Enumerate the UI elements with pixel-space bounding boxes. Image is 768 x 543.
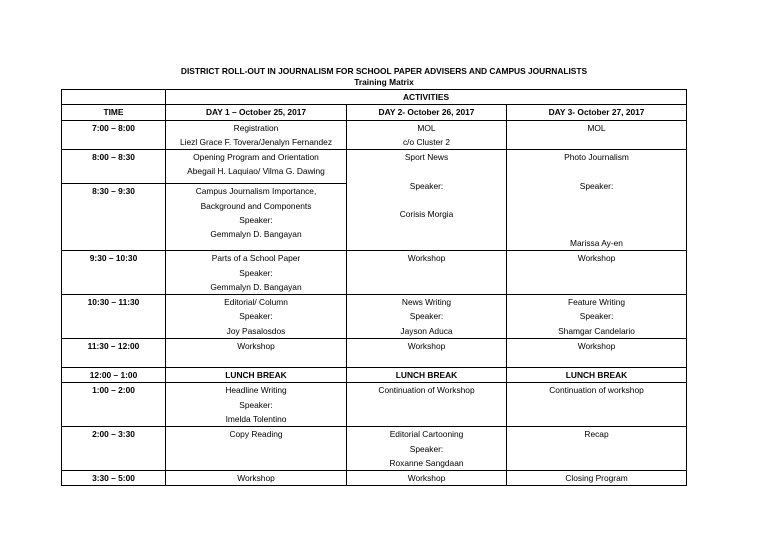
day2-cell — [347, 427, 507, 471]
cell-line — [349, 164, 504, 178]
cell-line: News Writing — [401, 297, 452, 308]
table-row — [62, 120, 687, 150]
day1-cell — [166, 383, 347, 427]
cell-line: Sport News — [404, 152, 449, 163]
cell-line: Workshop — [577, 253, 616, 264]
cell-line: LUNCH BREAK — [565, 370, 628, 381]
day2-cell — [347, 339, 507, 368]
cell-line: Speaker: — [409, 443, 444, 454]
cell-line — [509, 193, 684, 207]
day1-cell — [166, 295, 347, 339]
cell-line: MOL — [417, 122, 436, 133]
day2-cell — [347, 251, 507, 295]
cell-line: Speaker: — [239, 267, 273, 278]
empty-header-cell — [62, 90, 166, 105]
cell-line: Liezl Grace F. Tovera/Jenalyn Fernandez — [179, 136, 333, 147]
day1-cell — [166, 251, 347, 295]
cell-line: Joy Pasalosdos — [226, 325, 286, 336]
cell-line: MOL — [587, 122, 606, 133]
day3-cell — [507, 251, 687, 295]
time-cell: 7:00 – 8:00 — [62, 120, 166, 150]
document-subtitle: Training Matrix — [354, 77, 414, 87]
cell-line: Campus Journalism Importance, — [195, 186, 317, 197]
cell-line: Shamgar Candelario — [558, 325, 635, 336]
day3-cell — [507, 339, 687, 368]
cell-line: Continuation of workshop — [549, 385, 644, 396]
table-row — [62, 150, 687, 184]
cell-line: Gemmalyn D. Bangayan — [210, 229, 302, 240]
cell-line: Editorial/ Column — [224, 297, 288, 308]
day2-cell — [347, 368, 507, 383]
table-row — [62, 471, 687, 486]
cell-line: Opening Program and Orientation — [193, 152, 319, 163]
day3-cell — [507, 150, 687, 251]
table-row — [62, 251, 687, 295]
cell-line: Speaker: — [239, 311, 273, 322]
time-cell: 9:30 – 10:30 — [62, 251, 166, 295]
day1-cell — [166, 427, 347, 471]
cell-line: Workshop — [407, 253, 446, 264]
cell-line: Speaker: — [239, 214, 273, 225]
day3-cell — [507, 120, 687, 150]
cell-line: Registration — [233, 122, 279, 133]
cell-line: Copy Reading — [229, 429, 283, 440]
cell-line: Feature Writing — [567, 297, 626, 308]
day3-cell — [507, 427, 687, 471]
table-row — [62, 295, 687, 339]
table-row — [62, 383, 687, 427]
day2-cell — [347, 383, 507, 427]
table-row — [62, 339, 687, 368]
time-cell: 12:00 – 1:00 — [62, 368, 166, 383]
cell-line: Workshop — [237, 341, 275, 352]
cell-line: Abegail H. Laquiao/ Vilma G. Dawing — [187, 166, 325, 177]
time-cell: 8:30 – 9:30 — [62, 184, 166, 251]
table-row — [62, 368, 687, 383]
time-cell: 3:30 – 5:00 — [62, 471, 166, 486]
cell-line: Speaker: — [579, 180, 614, 191]
cell-line: Roxanne Sangdaan — [389, 457, 464, 468]
day2-header: DAY 2- October 26, 2017 — [347, 105, 507, 120]
day3-cell — [507, 295, 687, 339]
cell-line: Corisis Morgia — [399, 209, 454, 220]
day1-cell — [166, 120, 347, 150]
day1-cell — [166, 184, 347, 251]
cell-line: Headline Writing — [225, 385, 287, 396]
cell-line: Jayson Aduca — [400, 325, 453, 336]
cell-line: Closing Program — [565, 473, 628, 484]
day2-cell — [347, 120, 507, 150]
day3-cell — [507, 471, 687, 486]
training-matrix-table — [61, 89, 687, 486]
cell-line: Marissa Ay-en — [570, 237, 623, 248]
cell-line: c/o Cluster 2 — [402, 136, 450, 147]
cell-line: Recap — [584, 429, 609, 440]
day2-cell — [347, 295, 507, 339]
cell-line: Editorial Cartooning — [389, 429, 464, 440]
activities-header: ACTIVITIES — [166, 90, 687, 105]
cell-line — [509, 207, 684, 221]
day2-cell — [347, 150, 507, 251]
cell-line: Speaker: — [409, 311, 444, 322]
day1-cell — [166, 471, 347, 486]
day3-header: DAY 3- October 27, 2017 — [507, 105, 687, 120]
table-row — [62, 427, 687, 471]
cell-line — [509, 164, 684, 178]
cell-line: Continuation of Workshop — [378, 385, 475, 396]
time-header: TIME — [62, 105, 166, 120]
day1-cell — [166, 150, 347, 184]
cell-line: Background and Components — [200, 200, 312, 211]
cell-line: Workshop — [237, 473, 275, 484]
day2-cell — [347, 471, 507, 486]
cell-line: Photo Journalism — [564, 152, 629, 163]
day1-header: DAY 1 – October 25, 2017 — [166, 105, 347, 120]
cell-line: LUNCH BREAK — [395, 370, 458, 381]
time-cell: 1:00 – 2:00 — [62, 383, 166, 427]
time-cell: 2:00 – 3:30 — [62, 427, 166, 471]
document-title: DISTRICT ROLL-OUT IN JOURNALISM FOR SCHOOL PAPER ADVISERS AND CAMPUS JOURNALISTS — [180, 66, 588, 76]
cell-line: Workshop — [407, 341, 446, 352]
cell-line: LUNCH BREAK — [225, 370, 287, 381]
time-cell: 11:30 – 12:00 — [62, 339, 166, 368]
cell-line — [509, 222, 684, 236]
day1-cell — [166, 368, 347, 383]
cell-line: Gemmalyn D. Bangayan — [210, 281, 302, 292]
cell-line: Imelda Tolentino — [225, 413, 287, 424]
cell-line: Workshop — [407, 473, 446, 484]
day1-cell — [166, 339, 347, 368]
cell-line: Parts of a School Paper — [211, 253, 301, 264]
time-cell: 8:00 – 8:30 — [62, 150, 166, 184]
day3-cell — [507, 368, 687, 383]
cell-line: Speaker: — [579, 311, 614, 322]
cell-line: Workshop — [577, 341, 616, 352]
day3-cell — [507, 383, 687, 427]
time-cell: 10:30 – 11:30 — [62, 295, 166, 339]
cell-line: Speaker: — [239, 399, 273, 410]
cell-line — [349, 193, 504, 207]
cell-line: Speaker: — [409, 180, 444, 191]
